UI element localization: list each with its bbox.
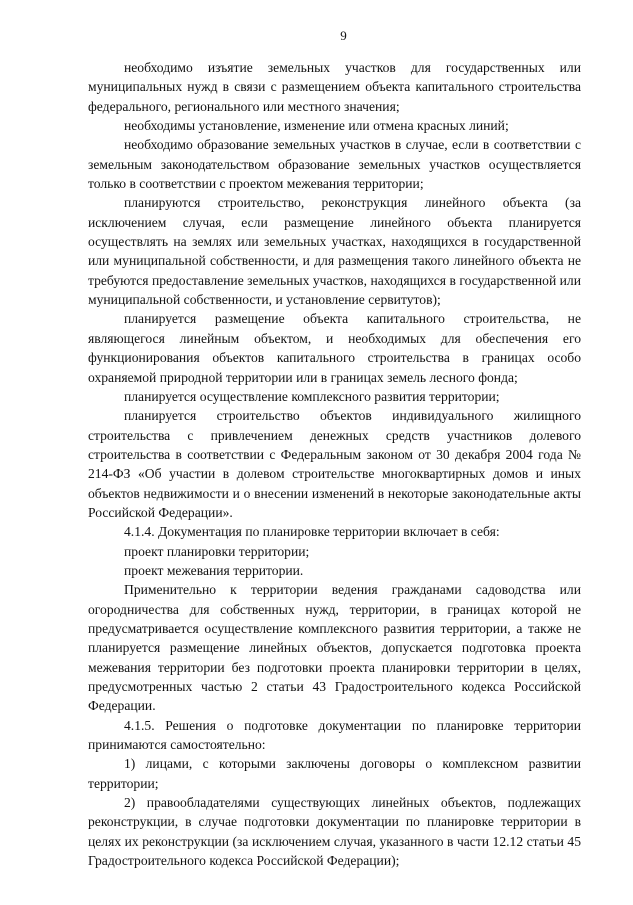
paragraph: необходимо образование земельных участков в случае, если в соответствии с земельным законодательством образование земельных участков осуществляется только в соответствии с проектом межевания территории; [88,137,581,192]
document-body [88,58,581,870]
list-item: 2) правообладателями существующих линейных объектов, подлежащих реконструкции, в случае подготовки документации по планировке территории в целях их реконструкции (за исключением случая, указанного в части 12.12 статьи 45 Градостроительного кодекса Российской Федерации); [88,795,581,869]
paragraph: необходимы установление, изменение или отмена красных линий; [124,118,509,134]
paragraph: планируются строительство, реконструкция линейного объекта (за исключением случая, если размещение линейного объекта планируется осуществлять на землях или земельных участках, находящихся в государственной или муниципальной собственности, и для размещения такого линейного объекта не требуются предоставление земельных участков, находящихся в государственной или муниципальной собственности, и установление сервитутов); [88,195,581,308]
paragraph: планируется строительство объектов индивидуального жилищного строительства с привлечением денежных средств участников долевого строительства в соответствии с Федеральным законом от 30 декабря 2004 года № 214-ФЗ «Об участии в долевом строительстве многоквартирных домов и иных объектов недвижимости и о внесении изменений в некоторые законодательные акты Российской Федерации». [88,408,581,520]
paragraph: планируется осуществление комплексного развития территории; [124,388,500,404]
paragraph: планируется размещение объекта капитального строительства, не являющегося линейным объектом, и необходимых для обеспечения его функционирования объектов капитального строительства в границах особо охраняемой природной территории или в границах земель лесного фонда; [88,311,581,385]
page-number: 9 [340,28,347,43]
paragraph: проект планировки территории; [124,543,310,559]
paragraph: проект межевания территории. [124,562,304,578]
section-heading-4-1-4: 4.1.4. Документация по планировке территории включает в себя: [124,524,500,540]
list-item: 1) лицами, с которыми заключены договоры о комплексном развитии территории; [88,756,581,791]
paragraph: необходимо изъятие земельных участков для государственных или муниципальных нужд в связи с размещением объекта капитального строительства федерального, регионального или местного значения; [88,60,581,114]
paragraph: Применительно к территории ведения гражданами садоводства или огородничества для собственных нужд, территории, в границах которой не предусматривается осуществление комплексного развития территории, а также не планируется размещение линейных объектов, допускается подготовка проекта межевания территории без подготовки проекта планировки территории в целях, предусмотренных частью 2 статьи 43 Градостроительного кодекса Российской Федерации. [88,582,581,714]
section-heading-4-1-5: 4.1.5. Решения о подготовке документации по планировке территории принимаются самостоятельно: [88,717,581,753]
